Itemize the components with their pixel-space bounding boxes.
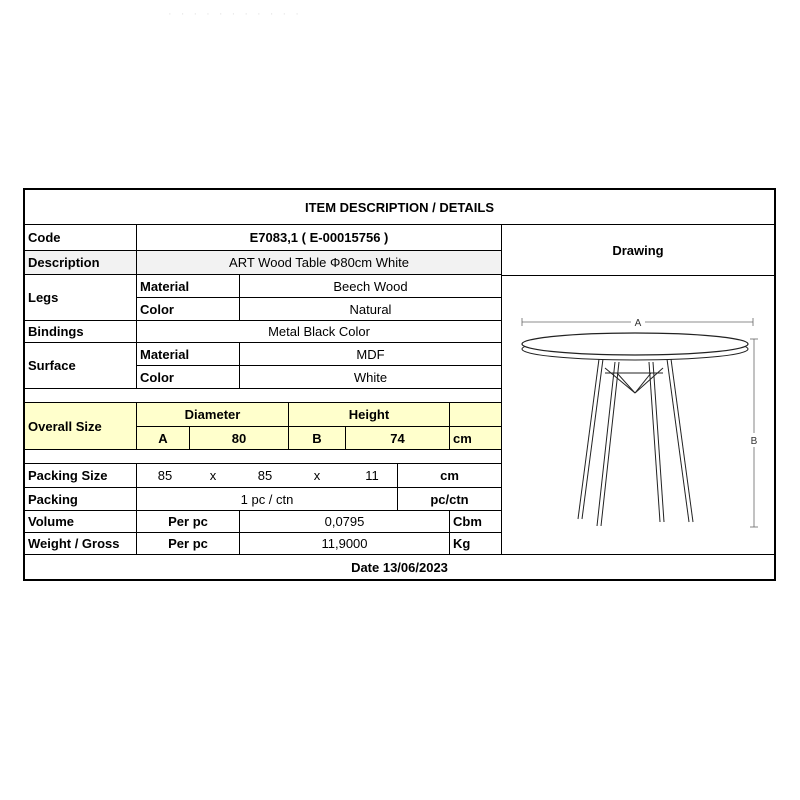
description-value: ART Wood Table Φ80cm White (229, 255, 409, 270)
packing-size-d3: 11 (365, 468, 379, 483)
legs-label: Legs (28, 290, 59, 305)
bindings-value: Metal Black Color (268, 324, 370, 339)
overall-size-label: Overall Size (28, 418, 102, 434)
legs-material-label: Material (140, 278, 190, 294)
packing-size-label: Packing Size (28, 468, 108, 483)
surface-material-label: Material (140, 346, 190, 362)
weight-unit: Kg (453, 536, 471, 551)
outer-border-right (774, 188, 776, 581)
drawing-label: Drawing (612, 242, 664, 258)
dim-a-value: 80 (231, 430, 247, 446)
dim-a-label: A (158, 430, 168, 446)
table-legs (578, 359, 693, 526)
faded-header-text: · · · · · · · · · · · (168, 8, 302, 20)
dim-b-label: B (312, 430, 322, 446)
size-unit: cm (453, 430, 472, 446)
description-label: Description (28, 255, 100, 270)
code-label: Code (28, 230, 61, 245)
legs-color-value: Natural (349, 301, 392, 317)
packing-size-d2: 85 (257, 468, 273, 483)
dim-b-text: B (750, 436, 758, 447)
packing-size-x2: x (313, 468, 321, 483)
legs-color-label: Color (140, 301, 174, 317)
surface-color-label: Color (140, 369, 174, 385)
packing-size-unit: cm (440, 468, 459, 483)
dim-b-value: 74 (390, 430, 405, 446)
packing-value: 1 pc / ctn (240, 491, 294, 507)
table-drawing (505, 278, 773, 550)
legs-material-value: Beech Wood (333, 278, 408, 294)
sheet-title: ITEM DESCRIPTION / DETAILS (305, 199, 494, 215)
volume-label: Volume (28, 514, 74, 529)
volume-unit: Cbm (453, 514, 482, 529)
dim-a-text: A (634, 318, 642, 329)
rule-surface (24, 388, 502, 389)
packing-size-x1: x (209, 468, 217, 483)
surface-label: Surface (28, 358, 76, 373)
weight-per: Per pc (168, 536, 208, 551)
weight-label: Weight / Gross (28, 536, 120, 551)
surface-material-value: MDF (356, 346, 385, 362)
weight-value: 11,9000 (321, 536, 368, 551)
surface-color-value: White (353, 369, 388, 385)
packing-size-d1: 85 (157, 468, 173, 483)
volume-per: Per pc (168, 514, 208, 529)
height-header: Height (348, 407, 390, 422)
date-label: Date 13/06/2023 (351, 559, 448, 575)
bindings-label: Bindings (28, 324, 84, 339)
packing-unit: pc/ctn (430, 491, 469, 507)
packing-label: Packing (28, 491, 78, 507)
diameter-header: Diameter (184, 407, 241, 422)
rule-drawing-header (501, 275, 775, 276)
volume-value: 0,0795 (324, 514, 365, 529)
code-value: E7083,1 ( E-00015756 ) (249, 230, 389, 245)
table-top (522, 333, 748, 355)
rule-size (24, 449, 502, 450)
outer-border-bottom (23, 579, 776, 581)
